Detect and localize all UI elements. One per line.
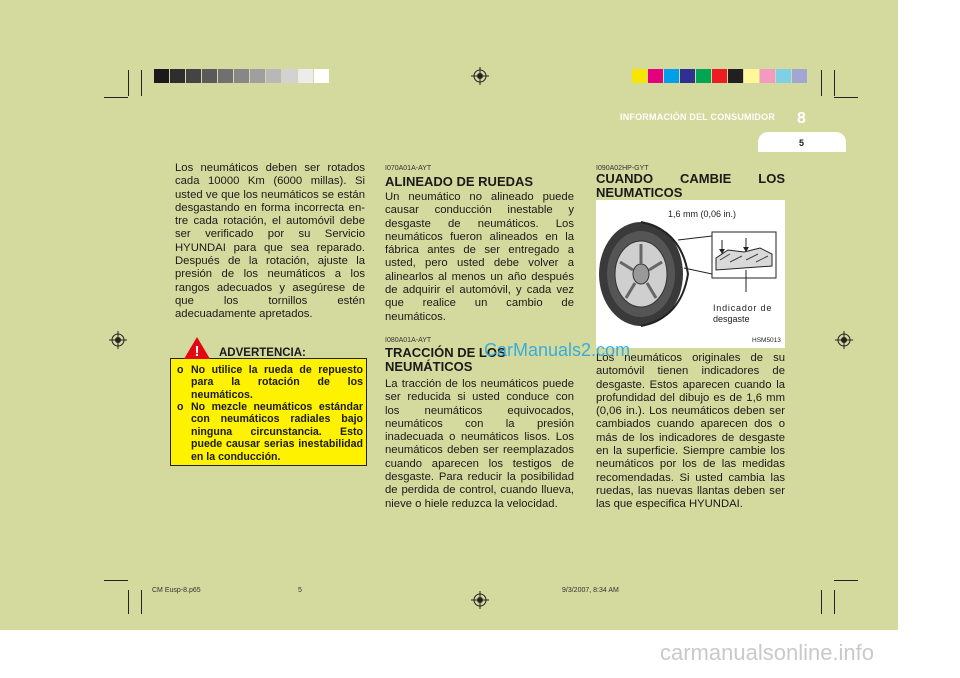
calibration-swatch xyxy=(648,69,663,83)
gray-calibration-bar xyxy=(154,69,330,83)
registration-mark-icon xyxy=(835,331,853,349)
footer-timestamp: 9/3/2007, 8:34 AM xyxy=(562,587,619,594)
chapter-title: INFORMACIÓN DEL CONSUMIDOR xyxy=(620,112,776,122)
crop-mark xyxy=(128,590,129,614)
calibration-swatch xyxy=(218,69,233,83)
calibration-swatch xyxy=(664,69,679,83)
indicator-label: desgaste xyxy=(713,314,750,324)
section-code: I070A01A-AYT xyxy=(385,165,432,172)
indicator-label: Indicador de xyxy=(713,303,773,313)
site-watermark: carmanualsonline.info xyxy=(660,640,875,665)
crop-mark xyxy=(834,590,835,614)
calibration-swatch xyxy=(170,69,185,83)
svg-text:!: ! xyxy=(194,343,200,360)
tire-illustration xyxy=(596,200,785,348)
carmanuals-watermark: CarManuals2.com xyxy=(484,340,631,360)
tire-change-paragraph: Los neumáticos originales de su automóvil tienen indicadores de desgaste. Estos aparecen cuando la profundidad del dibujo es de 1,6 mm (0,06 in.). Los neumáticos deben ser cambiados cuando aparecen dos o más de los indicadores de desgaste en la superficie. Siempre cambie los neumáticos por los de las medidas recomendadas. Si usted cambia las ruedas, las nuevas llantas deben ser las que especifica HYUNDAI. xyxy=(596,352,785,511)
crop-mark xyxy=(128,70,129,96)
calibration-swatch xyxy=(744,69,759,83)
calibration-swatch xyxy=(154,69,169,83)
calibration-swatch xyxy=(792,69,807,83)
calibration-swatch xyxy=(696,69,711,83)
chapter-number: 8 xyxy=(797,110,806,127)
calibration-swatch xyxy=(186,69,201,83)
alignment-paragraph: Un neumático no alineado puede causar conducción inestable y desgaste de neumáticos. Los neumáticos fueron alineados en la fábrica antes de ser entregado a usted, pero usted debe volver a alinearlos al menos un año después de adquirir el automóvil, y cada vez que realice un cambio de neumáticos. xyxy=(385,191,574,323)
calibration-swatch xyxy=(680,69,695,83)
calibration-swatch xyxy=(314,69,329,83)
calibration-swatch xyxy=(298,69,313,83)
registration-mark-icon xyxy=(109,331,127,349)
calibration-swatch xyxy=(266,69,281,83)
calibration-swatch xyxy=(712,69,727,83)
warning-item-text: No mezcle neumáticos estándar con neumáticos radiales bajo ninguna circunstancia. Esto puede causar serias inestabilidad en la conducción. xyxy=(191,401,363,463)
crop-mark xyxy=(834,580,858,581)
footer-file-name: CM Eusp-8.p65 xyxy=(152,587,201,594)
page-number: 5 xyxy=(799,138,805,148)
figure-code: HSM5013 xyxy=(752,337,781,344)
tire-wear-indicator-figure xyxy=(596,200,785,348)
crop-mark xyxy=(834,97,858,98)
crop-mark xyxy=(141,590,142,614)
calibration-swatch xyxy=(776,69,791,83)
crop-mark xyxy=(821,590,822,614)
crop-mark xyxy=(834,70,835,96)
section-title-line: CUANDO CAMBIE LOS xyxy=(596,171,785,186)
calibration-swatch xyxy=(728,69,743,83)
crop-mark xyxy=(821,70,822,96)
measurement-label: 1,6 mm (0,06 in.) xyxy=(668,209,737,219)
section-title: NEUMÁTICOS xyxy=(385,359,473,374)
calibration-swatch xyxy=(234,69,249,83)
exclamation-icon xyxy=(183,336,211,360)
warning-item-text: No utilice la rueda de repuesto para la rotación de los neumáticos. xyxy=(191,364,363,401)
rotation-paragraph: Los neumáticos deben ser rotados cada 10000 Km (6000 millas). Si usted ve que los neumáticos se están desgastando en forma incorrecta en-tre cada rotación, el automóvil debe ser verificado por su Servicio HYUNDAI para que sea reparado. Después de la rotación, ajuste la presión de los neumáticos a los rangos adecuados y asegúrese de que los tornillos estén adecuadamente apretados. xyxy=(175,162,365,321)
section-code: I080A01A-AYT xyxy=(385,337,432,344)
calibration-swatch xyxy=(250,69,265,83)
section-code: I090A02HP-GYT xyxy=(596,165,649,172)
warning-bullet: o xyxy=(177,401,184,413)
calibration-swatch xyxy=(632,69,647,83)
traction-paragraph: La tracción de los neumáticos puede ser reducida si usted conduce con los neumáticos equivocados, neumáticos con la presión inadecuada o neumáticos lisos. Los neumáticos deben ser reemplazados cuando aparecen los testigos de desgaste. Para reducir la posibilidad de perdida de control, cuando llueva, nieve o hiele reduzca la velocidad. xyxy=(385,378,574,510)
registration-mark-icon xyxy=(471,67,489,85)
warning-item xyxy=(177,401,363,463)
warning-bullet: o xyxy=(177,364,184,376)
warning-title: ADVERTENCIA: xyxy=(219,347,306,359)
section-title: ALINEADO DE RUEDAS xyxy=(385,174,534,189)
calibration-swatch xyxy=(202,69,217,83)
crop-mark xyxy=(104,97,128,98)
section-title xyxy=(596,172,785,186)
calibration-swatch xyxy=(282,69,297,83)
calibration-swatch xyxy=(760,69,775,83)
section-title: NEUMATICOS xyxy=(596,185,683,200)
color-calibration-bar xyxy=(632,69,808,83)
crop-mark xyxy=(104,580,128,581)
registration-mark-icon xyxy=(471,591,489,609)
warning-item xyxy=(177,364,363,402)
section-title: TRACCIÓN DE LOS xyxy=(385,345,506,360)
crop-mark xyxy=(141,70,142,96)
footer-page: 5 xyxy=(298,587,302,594)
